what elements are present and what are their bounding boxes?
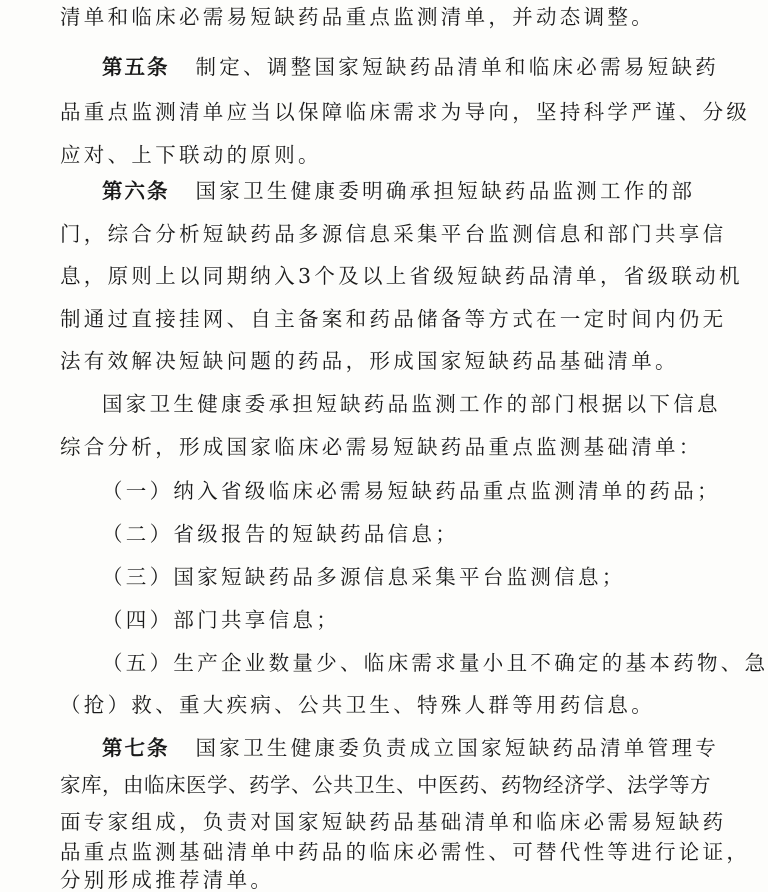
text-line: 面专家组成，负责对国家短缺药品基础清单和临床必需易短缺药 [60, 810, 727, 834]
list-item: （二）省级报告的短缺药品信息； [102, 522, 459, 546]
article-7-line: 第七条 国家卫生健康委负责成立国家短缺药品清单管理专 [102, 736, 720, 760]
text-line: 品重点监测基础清单中药品的临床必需性、可替代性等进行论证， [60, 840, 751, 864]
text-line: 法有效解决短缺问题的药品，形成国家短缺药品基础清单。 [60, 349, 679, 373]
list-item: （四）部门共享信息； [102, 608, 340, 632]
list-item: （一）纳入省级临床必需易短缺药品重点监测清单的药品； [102, 479, 721, 503]
article-heading: 第七条 [102, 736, 170, 760]
text-line: （抢）救、重大疾病、公共卫生、特殊人群等用药信息。 [60, 693, 655, 717]
text-line: 息，原则上以同期纳入3个及以上省级短缺药品清单，省级联动机 [60, 264, 743, 288]
text-line: 家库，由临床医学、药学、公共卫生、中医药、药物经济学、法学等方 [60, 773, 711, 797]
text-line: 制通过直接挂网、自主备案和药品储备等方式在一定时间内仍无 [60, 307, 727, 331]
text-line: 门，综合分析短缺药品多源信息采集平台监测信息和部门共享信 [60, 222, 727, 246]
article-6-line: 第六条 国家卫生健康委明确承担短缺药品监测工作的部 [102, 179, 696, 203]
text-line: 分别形成推荐清单。 [60, 868, 275, 892]
text-line: 品重点监测清单应当以保障临床需求为导向，坚持科学严谨、分级 [60, 100, 751, 124]
list-item: （三）国家短缺药品多源信息采集平台监测信息； [102, 565, 626, 589]
text-line: 清单和临床必需易短缺药品重点监测清单，并动态调整。 [60, 5, 655, 29]
text-line: 国家卫生健康委承担短缺药品监测工作的部门根据以下信息 [102, 392, 721, 416]
article-heading: 第五条 [102, 55, 170, 79]
article-5-line: 第五条 制定、调整国家短缺药品清单和临床必需易短缺药 [102, 55, 720, 79]
text-line: 综合分析，形成国家临床必需易短缺药品重点监测基础清单： [60, 435, 703, 459]
text-line: 应对、上下联动的原则。 [60, 143, 322, 167]
list-item: （五）生产企业数量少、临床需求量小且不确定的基本药物、急 [102, 651, 768, 675]
article-heading: 第六条 [102, 179, 170, 203]
